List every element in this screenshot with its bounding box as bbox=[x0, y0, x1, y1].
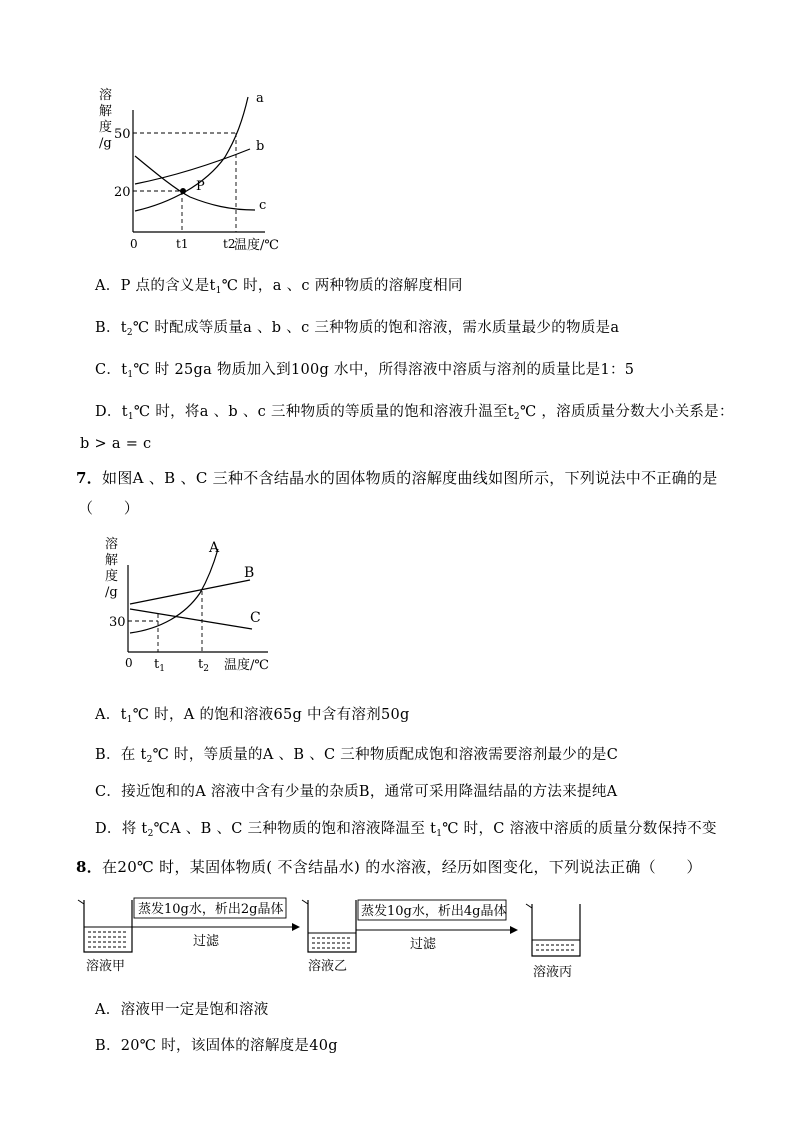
tick-20: 20 bbox=[114, 185, 131, 200]
origin: 0 bbox=[125, 656, 133, 670]
curve-B bbox=[130, 580, 250, 604]
subscript: 2 bbox=[146, 755, 153, 765]
y-label-1: 溶 bbox=[99, 88, 113, 103]
question-number: 8． bbox=[76, 858, 103, 876]
evaporation-diagram bbox=[70, 890, 590, 985]
step-1-bottom: 过滤 bbox=[193, 934, 220, 949]
x-tick-t1: t1 bbox=[176, 237, 189, 251]
option-text: ℃A 、B 、C 三种物质的饱和溶液降温至 t bbox=[153, 821, 437, 837]
question-number: 7． bbox=[76, 469, 103, 487]
y-label-4: /g bbox=[99, 136, 112, 151]
curve-c-label: c bbox=[259, 198, 267, 213]
solubility-graph-2 bbox=[100, 535, 285, 677]
subscript: 1 bbox=[215, 286, 222, 296]
step-2-top: 蒸发10g水，析出4g晶体 bbox=[361, 904, 507, 919]
arrowhead-2 bbox=[510, 926, 518, 934]
q6-option-a[interactable] bbox=[95, 274, 463, 296]
curve-B-label: B bbox=[244, 565, 255, 581]
curve-b bbox=[135, 149, 250, 184]
subscript: 1 bbox=[127, 370, 134, 380]
q7-option-d[interactable] bbox=[95, 817, 717, 839]
q7-stem bbox=[76, 467, 718, 488]
arrowhead-1 bbox=[292, 923, 300, 931]
option-text: ℃ 时，A 的饱和溶液65g 中含有溶剂50g bbox=[132, 707, 410, 723]
option-text: ℃ 时，将a 、b 、c 三种物质的等质量的饱和溶液升温至t bbox=[133, 404, 514, 420]
option-text: B．在 t bbox=[95, 747, 147, 763]
subscript: 2 bbox=[126, 328, 133, 338]
option-text: B．t bbox=[95, 320, 127, 336]
option-text: A．P 点的含义是t bbox=[95, 278, 216, 294]
q6-option-d[interactable] bbox=[95, 400, 734, 422]
y-label-2: 解 bbox=[99, 104, 113, 119]
curve-A-label: A bbox=[209, 540, 220, 556]
beaker-1-label: 溶液甲 bbox=[86, 959, 126, 974]
subscript: 1 bbox=[126, 715, 133, 725]
curve-A bbox=[130, 549, 218, 633]
question-text: 在20℃ 时，某固体物质( 不含结晶水) 的水溶液，经历如图变化，下列说法正确（ ） bbox=[102, 858, 702, 876]
beaker-3 bbox=[526, 904, 580, 956]
option-text: A．t bbox=[95, 707, 127, 723]
step-1-top: 蒸发10g水，析出2g晶体 bbox=[138, 902, 284, 917]
q6-option-d-line2: b > a = c bbox=[80, 436, 152, 452]
solubility-graph-1 bbox=[90, 85, 300, 265]
curve-a bbox=[135, 97, 248, 211]
option-text: ℃ 时配成等质量a 、b 、c 三种物质的饱和溶液，需水质量最少的物质是a bbox=[132, 320, 620, 336]
y-label-3: 度 bbox=[105, 569, 119, 584]
subscript: 1 bbox=[436, 829, 443, 839]
tick-30: 30 bbox=[109, 615, 126, 630]
x-tick-t1: $t_1$ bbox=[154, 657, 165, 674]
option-text: ℃ 时，a 、c 两种物质的溶解度相同 bbox=[221, 278, 463, 294]
q7-option-a[interactable] bbox=[95, 703, 410, 725]
q6-option-c[interactable] bbox=[95, 358, 634, 380]
step-2-bottom: 过滤 bbox=[410, 937, 437, 952]
tick-50: 50 bbox=[114, 127, 131, 142]
q7-option-b[interactable] bbox=[95, 743, 618, 765]
point-p bbox=[180, 188, 186, 194]
y-label-4: /g bbox=[105, 585, 118, 600]
q7-option-c[interactable]: C．接近饱和的A 溶液中含有少量的杂质B，通常可采用降温结晶的方法来提纯A bbox=[95, 784, 618, 800]
point-p-label: P bbox=[196, 179, 205, 194]
q8-stem bbox=[76, 856, 702, 877]
beaker-1 bbox=[78, 900, 132, 952]
option-text: ℃ 时 25ga 物质加入到100g 水中，所得溶液中溶质与溶剂的质量比是1：5 bbox=[133, 362, 635, 378]
y-label-3: 度 bbox=[99, 120, 113, 135]
x-tick-t2: $t_2$ bbox=[198, 657, 209, 674]
beaker-3-label: 溶液丙 bbox=[533, 965, 573, 980]
option-text: ℃ 时，等质量的A 、B 、C 三种物质配成饱和溶液需要溶剂最少的是C bbox=[152, 747, 619, 763]
option-text: ℃ 时，C 溶液中溶质的质量分数保持不变 bbox=[442, 821, 717, 837]
y-label-2: 解 bbox=[105, 553, 119, 568]
curve-a-label: a bbox=[256, 91, 264, 106]
origin: 0 bbox=[130, 237, 138, 251]
x-tick-t2: t2 bbox=[223, 237, 236, 251]
curve-C bbox=[130, 609, 252, 629]
curve-C-label: C bbox=[250, 610, 261, 626]
q8-option-a[interactable]: A．溶液甲一定是饱和溶液 bbox=[95, 1002, 269, 1018]
subscript: 1 bbox=[127, 412, 134, 422]
option-text: D．将 t bbox=[95, 821, 148, 837]
subscript: 2 bbox=[147, 829, 154, 839]
q6-option-b[interactable] bbox=[95, 316, 619, 338]
x-axis-label: 温度/℃ bbox=[224, 658, 269, 673]
option-text: C．t bbox=[95, 362, 128, 378]
beaker-2 bbox=[302, 900, 356, 952]
curve-c bbox=[135, 156, 255, 210]
q7-answer-paren: （ ） bbox=[78, 499, 140, 517]
option-text: D．t bbox=[95, 404, 128, 420]
q8-option-b[interactable]: B．20℃ 时，该固体的溶解度是40g bbox=[95, 1038, 338, 1054]
beaker-2-label: 溶液乙 bbox=[308, 959, 348, 974]
subscript: 2 bbox=[513, 412, 520, 422]
curve-b-label: b bbox=[256, 139, 265, 154]
option-text: ℃ ，溶质质量分数大小关系是： bbox=[519, 404, 734, 420]
y-label-1: 溶 bbox=[105, 537, 119, 552]
question-text: 如图A 、B 、C 三种不含结晶水的固体物质的溶解度曲线如图所示，下列说法中不正确的是 bbox=[102, 469, 718, 487]
x-axis-label: 温度/℃ bbox=[234, 238, 279, 253]
